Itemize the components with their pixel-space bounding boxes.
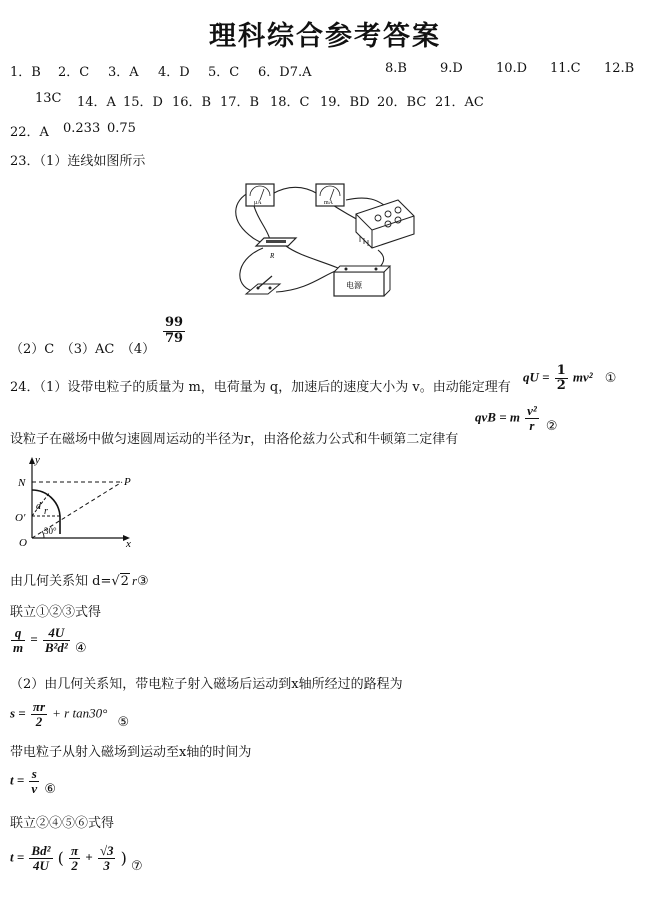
eq7-den3: 3 (103, 857, 110, 873)
line3-post: r (131, 573, 137, 588)
answer-21: 21．AC (435, 95, 484, 110)
answer-5: 5．C (208, 65, 240, 80)
eq7-num2: π (71, 843, 79, 858)
resistor-label: R (270, 252, 275, 260)
equation-2 (475, 404, 558, 432)
eq7-fraction-1 (29, 844, 52, 872)
page-title: 理科综合参考答案 (209, 21, 441, 52)
eq7-den1: 4U (33, 857, 49, 873)
q24-line-7: 联立②④⑤⑥式得 (10, 816, 115, 831)
label-O: O (19, 537, 27, 548)
eq4-left (11, 626, 25, 654)
eq7-tag: ⑦ (131, 858, 143, 874)
label-P: P (124, 476, 131, 488)
answer-15: 15．D (123, 95, 163, 110)
eq1-lhs: qU = (523, 369, 550, 385)
eq2-lhs: qvB = m (475, 409, 520, 425)
eq5-tag: ⑤ (117, 714, 130, 730)
equation-6 (10, 767, 56, 795)
label-O-prime: O′ (15, 512, 26, 524)
label-x: x (126, 538, 131, 548)
eq6-tag: ⑥ (44, 781, 56, 797)
label-N: N (18, 477, 26, 489)
eq5-num: πr (32, 699, 46, 714)
eq4-den-r: B²d² (44, 639, 68, 655)
eq6-num: s (29, 767, 39, 782)
answer-12: 12.B (604, 61, 635, 76)
switch (246, 276, 280, 294)
geometry-diagram (14, 454, 140, 548)
answer-3: 3．A (108, 65, 139, 80)
eq2-tag: ② (545, 418, 558, 434)
resistance-box (356, 200, 414, 248)
power-label: 电源 (346, 281, 362, 290)
eq4-eq: = (30, 631, 38, 647)
eq4-tag: ④ (74, 640, 87, 656)
circuit-figure (228, 180, 418, 308)
q24-line-3: 由几何关系知 d=√2 r③ (10, 573, 149, 589)
equation-4 (10, 626, 87, 654)
eq4-num-l: q (11, 626, 25, 641)
wire-4 (254, 206, 270, 240)
meter2-label: mA (324, 200, 333, 206)
eq1-num: 1 (556, 363, 566, 378)
answer-14: 14．A (77, 95, 116, 110)
eq4-num-r: 4U (43, 626, 70, 641)
eq5-lhs: s = (10, 705, 26, 721)
q24-line-6: 带电粒子从射入磁场到运动至x轴的时间为 (10, 745, 252, 760)
eq1-tag: ① (604, 370, 617, 386)
answer-22-value-2: 0.75 (107, 121, 136, 136)
answer-22-value-1: 0.233 (63, 121, 101, 136)
power-supply (334, 266, 390, 296)
answer-11: 11.C (550, 61, 581, 76)
wire-2 (272, 187, 318, 194)
eq7-plus: + (85, 849, 93, 865)
line3-root: 2 (120, 574, 129, 589)
q24-line-1: 24．（1）设带电粒子的质量为 m，电荷量为 q，加速后的速度大小为 v。由动能定理有 (10, 380, 511, 395)
eq7-fraction-3 (98, 844, 116, 872)
equation-1 (523, 364, 616, 392)
eq1-den: 2 (556, 377, 566, 393)
label-d: d (36, 501, 41, 512)
answer-4: 4．D (158, 65, 190, 80)
eq7-num1: Bd² (31, 843, 51, 858)
q23-fraction-num: 99 (165, 315, 184, 330)
eq1-fraction (555, 364, 568, 392)
answer-2: 2．C (58, 65, 90, 80)
eq2-den: r (529, 417, 535, 433)
label-y: y (35, 454, 40, 466)
answer-20: 20．BC (377, 95, 427, 110)
answer-22-choice: 22．A (10, 125, 49, 140)
q23-answers (10, 338, 155, 357)
answer-17: 17．B (220, 95, 260, 110)
eq6-den: v (31, 780, 38, 796)
line3-tag: ③ (137, 574, 149, 589)
eq7-lhs: t = (10, 849, 25, 865)
q23-fraction (163, 316, 185, 347)
microammeter (246, 184, 274, 206)
q24-line-2: 设粒子在磁场中做匀速圆周运动的半径为r，由洛伦兹力公式和牛顿第二定律有 (10, 432, 459, 447)
label-r: r (44, 506, 48, 517)
eq6-fraction (29, 767, 39, 795)
eq7-num3: √3 (99, 843, 114, 858)
answer-1: 1．B (10, 65, 41, 80)
eq2-num: v² (527, 403, 537, 418)
eq6-lhs: t = (10, 772, 25, 788)
q23-answers-text: （2）C （3）AC （4） (10, 342, 156, 357)
eq1-rhs: mv² (572, 369, 593, 385)
eq5-den: 2 (35, 713, 43, 729)
answer-8: 8.B (385, 61, 407, 76)
answer-16: 16．B (172, 95, 212, 110)
q23-fraction-den: 79 (165, 330, 184, 346)
answer-18: 18．C (270, 95, 310, 110)
answer-19: 19．BD (320, 95, 370, 110)
answer-10: 10.D (496, 61, 528, 76)
eq5-rhs: + r tan30° (52, 705, 108, 721)
q23-intro: 23．（1）连线如图所示 (10, 154, 146, 169)
eq5-fraction (31, 700, 47, 728)
eq4-right (43, 626, 70, 654)
eq7-den2: 2 (71, 857, 78, 873)
q24-line-5: （2）由几何关系知，带电粒子射入磁场后运动到x轴所经过的路程为 (10, 677, 403, 692)
equation-7: t = $\frac{\text{Bd²}}{4U}$ ( $\frac{\pi}{2}$ + $\frac{√3}{3}$ ) ⑦ (10, 843, 143, 874)
equation-5 (10, 700, 129, 728)
answer-6-7: 6．D7.A (258, 65, 312, 80)
wire-5 (286, 246, 338, 268)
line3-pre: 由几何关系知 d= (10, 574, 112, 589)
q24-line-4: 联立①②③式得 (10, 605, 102, 620)
meter1-label: μA (254, 200, 262, 206)
wire-7 (276, 270, 338, 292)
milliammeter (316, 184, 344, 206)
eq4-den-l: m (13, 639, 24, 655)
label-angle: 30° (44, 526, 57, 536)
eq7-fraction-2 (69, 844, 80, 872)
eq2-fraction (525, 404, 539, 432)
answer-9: 9.D (440, 61, 463, 76)
answer-13: 13C (35, 91, 62, 106)
